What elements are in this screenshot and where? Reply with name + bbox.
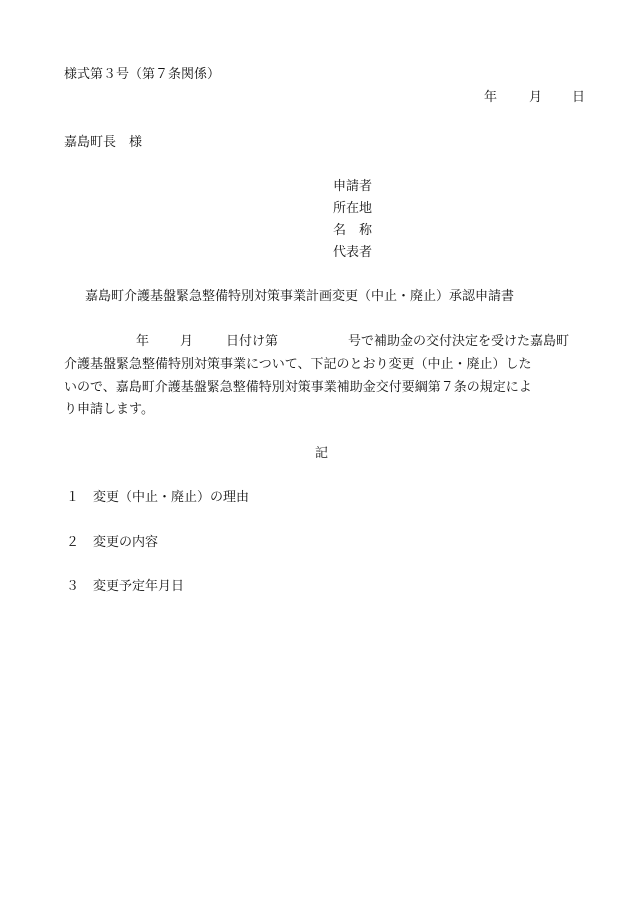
date-month: 月 [529,90,543,105]
date-day: 日 [572,90,586,105]
list-item [66,489,249,506]
body-go-tail: 号で補助金の交付決定を受けた嘉島町 [348,334,570,349]
form-number: 様式第３号（第７条関係） [64,67,221,82]
list-item [66,534,158,551]
list-item [66,578,184,595]
applicant-representative-label: 代表者 [333,245,373,260]
date-year: 年 [484,90,498,105]
document-title: 嘉島町介護基盤緊急整備特別対策事業計画変更（中止・廃止）承認申請書 [85,289,515,304]
addressee: 嘉島町長 様 [64,135,143,150]
body-line-1 [64,333,569,350]
body-day-number: 日付け第 [226,334,279,349]
applicant-address-label: 所在地 [333,201,373,216]
body-year: 年 [136,334,150,349]
item-label: 変更の内容 [93,535,159,550]
item-label: 変更（中止・廃止）の理由 [93,490,250,505]
item-number: １ [66,490,80,505]
item-label: 変更予定年月日 [93,579,185,594]
body-line-3: いので、嘉島町介護基盤緊急整備特別対策事業補助金交付要綱第７条の規定によ [64,380,532,395]
item-number: ２ [66,535,80,550]
item-number: ３ [66,579,80,594]
date-line [484,89,585,106]
body-line-4: り申請します。 [64,402,154,417]
applicant-label: 申請者 [333,179,373,194]
body-line-2: 介護基盤緊急整備特別対策事業について、下記のとおり変更（中止・廃止）した [64,357,532,372]
body-month: 月 [180,334,194,349]
applicant-name-label: 名 称 [333,223,373,238]
ki-heading: 記 [315,446,329,461]
